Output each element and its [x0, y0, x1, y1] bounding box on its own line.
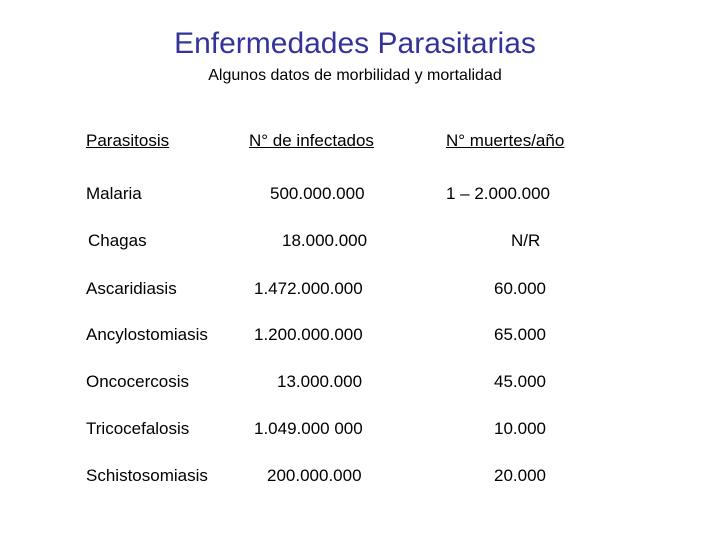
- row-name-oncocercosis: Oncocercosis: [86, 372, 189, 391]
- row-name-tricocefalosis: Tricocefalosis: [86, 419, 190, 438]
- row-name-malaria: Malaria: [86, 184, 142, 203]
- row-deaths-ancylostomiasis: 65.000: [494, 325, 546, 344]
- row-name-ascaridiasis: Ascaridiasis: [86, 279, 177, 298]
- row-deaths-chagas: N/R: [511, 231, 541, 250]
- row-infected-ancylostomiasis: 1.200.000.000: [254, 325, 363, 344]
- row-infected-schistosomiasis: 200.000.000: [267, 466, 362, 485]
- row-infected-ascaridiasis: 1.472.000.000: [254, 279, 363, 298]
- column-header-parasitosis: Parasitosis: [86, 131, 170, 150]
- row-infected-oncocercosis: 13.000.000: [277, 372, 363, 391]
- row-deaths-oncocercosis: 45.000: [494, 372, 546, 391]
- page-title: Enfermedades Parasitarias: [174, 27, 536, 60]
- row-deaths-tricocefalosis: 10.000: [494, 419, 546, 438]
- row-deaths-schistosomiasis: 20.000: [494, 466, 546, 485]
- column-header-deaths: N° muertes/año: [446, 131, 565, 150]
- row-infected-malaria: 500.000.000: [270, 184, 365, 203]
- column-header-infected: N° de infectados: [249, 131, 374, 150]
- row-deaths-malaria: 1 – 2.000.000: [446, 184, 550, 203]
- row-name-schistosomiasis: Schistosomiasis: [86, 466, 208, 485]
- row-name-ancylostomiasis: Ancylostomiasis: [86, 325, 208, 344]
- row-deaths-ascaridiasis: 60.000: [494, 279, 546, 298]
- row-name-chagas: Chagas: [88, 231, 147, 250]
- row-infected-chagas: 18.000.000: [282, 231, 368, 250]
- page-subtitle: Algunos datos de morbilidad y mortalidad: [208, 67, 502, 84]
- row-infected-tricocefalosis: 1.049.000 000: [254, 419, 363, 438]
